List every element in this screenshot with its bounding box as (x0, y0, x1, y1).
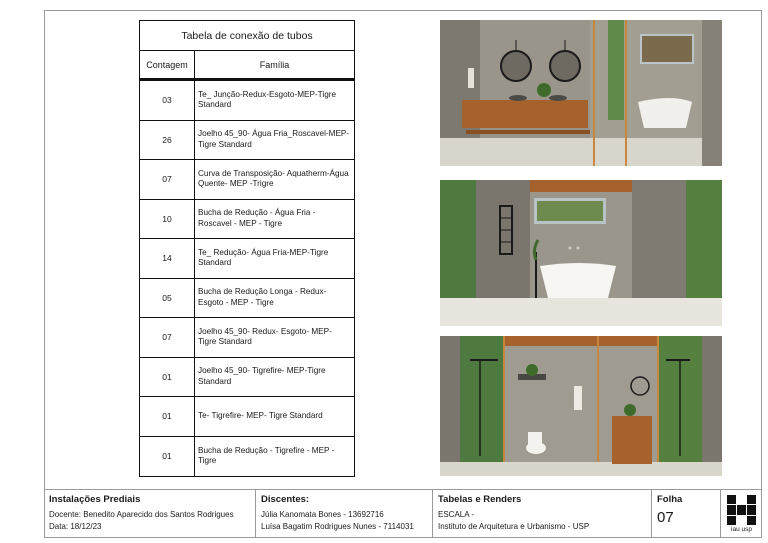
cell-count: 01 (140, 437, 195, 477)
cell-count: 14 (140, 239, 195, 278)
scale-line: ESCALA - (438, 510, 475, 519)
cell-count: 03 (140, 81, 195, 120)
students-cell (256, 490, 433, 538)
iau-logo-icon (727, 495, 757, 525)
header-count: Contagem (140, 51, 195, 78)
student-line: Luísa Bagatim Rodrigues Nunes - 7114031 (261, 522, 414, 532)
table-row (140, 160, 354, 200)
cell-count: 01 (140, 397, 195, 436)
cell-count: 01 (140, 358, 195, 397)
render-bathtub (440, 180, 722, 326)
title-block (44, 489, 762, 538)
render-bathroom-vanity (440, 20, 722, 166)
cell-family: Bucha de Redução - Tigrefire - MEP - Tigre (198, 445, 335, 466)
header-family: Família (259, 59, 290, 70)
table-row (140, 397, 354, 437)
content-label: Tabelas e Renders (438, 494, 522, 505)
render-shower-area (440, 336, 722, 476)
table-row (140, 81, 354, 121)
table-row (140, 239, 354, 279)
table-row (140, 358, 354, 398)
logo-text: iau usp (731, 526, 752, 533)
date-line: Data: 18/12/23 (49, 522, 102, 532)
cell-count: 07 (140, 160, 195, 199)
table-title: Tabela de conexão de tubos (140, 21, 354, 51)
sheet-label: Folha (657, 494, 683, 505)
sheet-number: 07 (657, 509, 674, 526)
cell-family: Bucha de Redução - Água Fria - Roscavel - MEP - Tigre (198, 208, 316, 228)
cell-family: Te_ Redução- Água Fria-MEP-Tigre Standard (198, 247, 329, 268)
table-row (140, 437, 354, 477)
student-line: Júlia Kanomata Bones - 13692716 (261, 510, 384, 519)
cell-count: 10 (140, 200, 195, 239)
course-title: Instalações Prediais (49, 494, 141, 505)
table-row (140, 318, 354, 358)
teacher-line: Docente: Benedito Aparecido dos Santos Rodrigues (49, 510, 234, 519)
cell-family: Joelho 45_90- Tigrefire- MEP-Tigre Standard (198, 366, 326, 386)
cell-family: Curva de Transposição- Aquatherm-Água Quente- MEP -Trigre (198, 168, 349, 189)
content-cell (433, 490, 652, 538)
course-cell (44, 490, 256, 538)
cell-family: Te_ Junção-Redux-Esgoto-MEP-Tigre Standard (198, 89, 337, 110)
cell-count: 05 (140, 279, 195, 318)
cell-family: Joelho 45_90- Água Fria_Roscavel-MEP-Tigre Standard (198, 129, 350, 149)
pipe-connection-table (139, 20, 355, 477)
table-row (140, 279, 354, 319)
logo-cell (721, 490, 762, 538)
table-row (140, 200, 354, 240)
cell-family: Joelho 45_90- Redux- Esgoto- MEP-Tigre Standard (198, 326, 332, 347)
sheet-cell (652, 490, 721, 538)
cell-count: 07 (140, 318, 195, 357)
table-row (140, 121, 354, 161)
cell-family: Te- Tigrefire- MEP- Tigre Standard (198, 410, 323, 420)
cell-family: Bucha de Redução Longa - Redux-Esgoto - MEP - Tigre (198, 287, 327, 307)
cell-count: 26 (140, 121, 195, 160)
students-label: Discentes: (261, 494, 310, 505)
table-header (140, 51, 354, 81)
institute-line: Instituto de Arquitetura e Urbanismo - USP (438, 522, 590, 532)
